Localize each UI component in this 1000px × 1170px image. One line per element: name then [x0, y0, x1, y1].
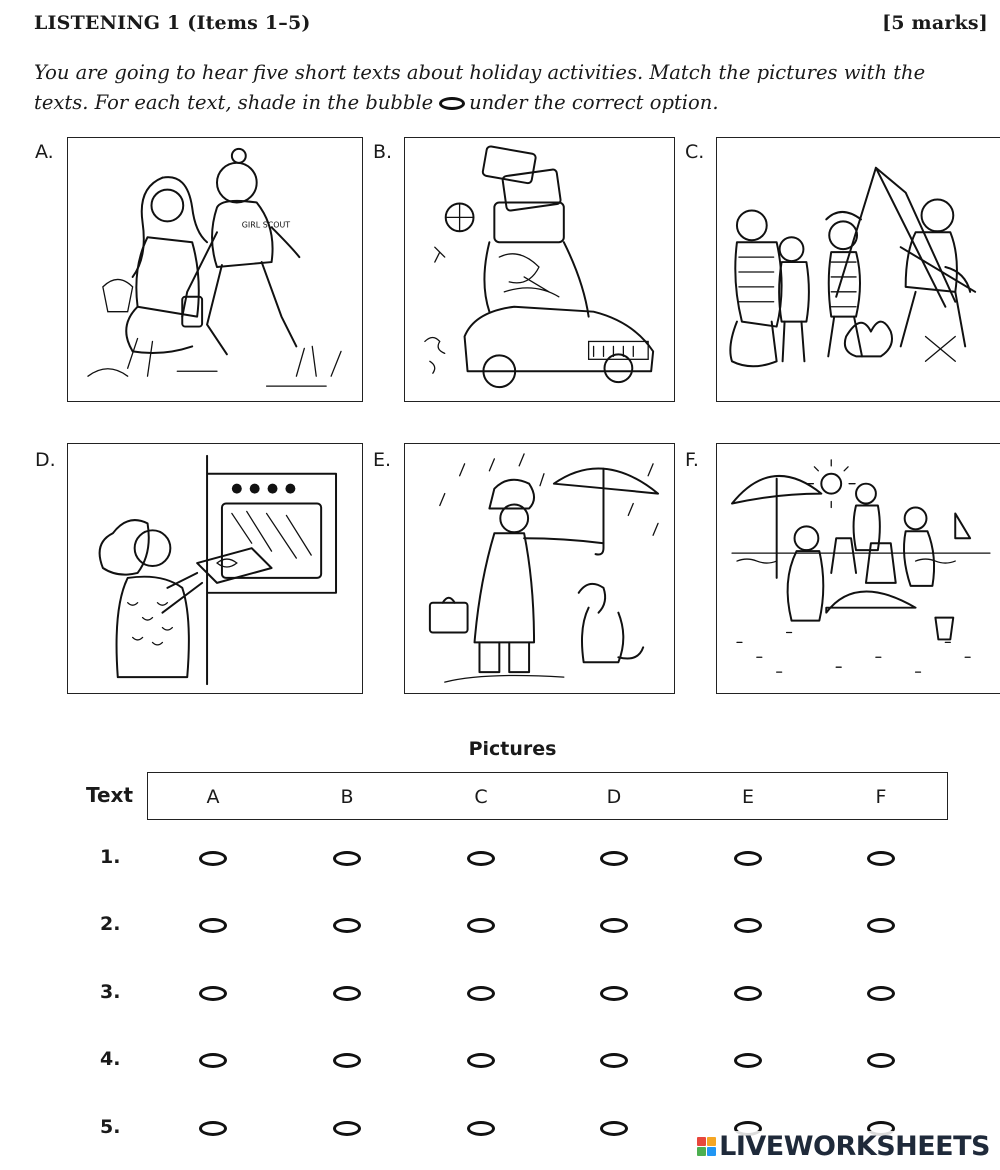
answer-bubble-3-c[interactable] [467, 986, 495, 1001]
answer-bubble-2-d[interactable] [600, 918, 628, 933]
answer-bubble-5-d[interactable] [600, 1121, 628, 1136]
picture-label-b: B. [373, 141, 393, 163]
option-label-d: D [606, 786, 622, 808]
campfire-picture [717, 138, 1000, 401]
bubble-icon [439, 97, 465, 110]
svg-text:GIRL SCOUT: GIRL SCOUT [241, 220, 291, 230]
option-label-b: B [340, 786, 354, 808]
watermark [695, 1131, 992, 1162]
row-number-5: 5. [100, 1116, 121, 1138]
answer-bubble-1-f[interactable] [867, 851, 895, 866]
answer-bubble-4-f[interactable] [867, 1053, 895, 1068]
answer-bubble-2-f[interactable] [867, 918, 895, 933]
picture-label-d: D. [35, 449, 56, 471]
answer-bubble-4-a[interactable] [199, 1053, 227, 1068]
answer-bubble-2-e[interactable] [734, 918, 762, 933]
answer-bubble-1-b[interactable] [333, 851, 361, 866]
row-number-2: 2. [100, 913, 121, 935]
answer-bubble-5-b[interactable] [333, 1121, 361, 1136]
row-header-label: Text [86, 783, 134, 807]
answer-bubble-1-d[interactable] [600, 851, 628, 866]
answer-bubble-1-a[interactable] [199, 851, 227, 866]
answer-bubble-3-b[interactable] [333, 986, 361, 1001]
gardening-picture [68, 138, 362, 401]
loaded-car-picture [405, 138, 674, 401]
liveworksheets-logo-icon [697, 1137, 716, 1156]
picture-b [404, 137, 675, 402]
section-title: LISTENING 1 (Items 1–5) [34, 12, 311, 34]
marks-label: [5 marks] [882, 12, 988, 34]
row-number-1: 1. [100, 846, 121, 868]
answer-bubble-2-b[interactable] [333, 918, 361, 933]
instructions-text-2: under the correct option. [469, 90, 719, 114]
picture-f [716, 443, 1000, 694]
answer-bubble-3-d[interactable] [600, 986, 628, 1001]
picture-label-e: E. [373, 449, 392, 471]
answer-bubble-5-a[interactable] [199, 1121, 227, 1136]
answer-bubble-2-c[interactable] [467, 918, 495, 933]
picture-label-a: A. [35, 141, 54, 163]
answer-bubble-1-c[interactable] [467, 851, 495, 866]
option-label-a: A [206, 786, 220, 808]
baking-picture [68, 444, 362, 693]
answer-bubble-5-c[interactable] [467, 1121, 495, 1136]
instructions [34, 58, 974, 117]
option-label-e: E [741, 786, 754, 808]
answer-bubble-4-d[interactable] [600, 1053, 628, 1068]
answer-bubble-3-a[interactable] [199, 986, 227, 1001]
answer-bubble-2-a[interactable] [199, 918, 227, 933]
beach-sandcastle-picture [717, 444, 1000, 693]
option-label-c: C [474, 786, 488, 808]
answer-bubble-3-e[interactable] [734, 986, 762, 1001]
picture-d [67, 443, 363, 694]
answer-bubble-4-b[interactable] [333, 1053, 361, 1068]
answer-bubble-1-e[interactable] [734, 851, 762, 866]
answer-bubble-3-f[interactable] [867, 986, 895, 1001]
option-label-f: F [875, 786, 887, 808]
picture-label-c: C. [685, 141, 705, 163]
watermark-text: LIVEWORKSHEETS [719, 1131, 990, 1162]
rain-umbrella-dog-picture [405, 444, 674, 693]
picture-a [67, 137, 363, 402]
picture-label-f: F. [685, 449, 699, 471]
options-header-box [147, 772, 948, 820]
answer-bubble-4-e[interactable] [734, 1053, 762, 1068]
answer-bubble-4-c[interactable] [467, 1053, 495, 1068]
row-number-4: 4. [100, 1048, 121, 1070]
picture-c [716, 137, 1000, 402]
row-number-3: 3. [100, 981, 121, 1003]
picture-e [404, 443, 675, 694]
table-caption: Pictures [468, 738, 557, 760]
instructions-text-1: You are going to hear five short texts about holiday activities. Match the pictures with the texts. For each text, shade in the bubble [34, 61, 926, 114]
